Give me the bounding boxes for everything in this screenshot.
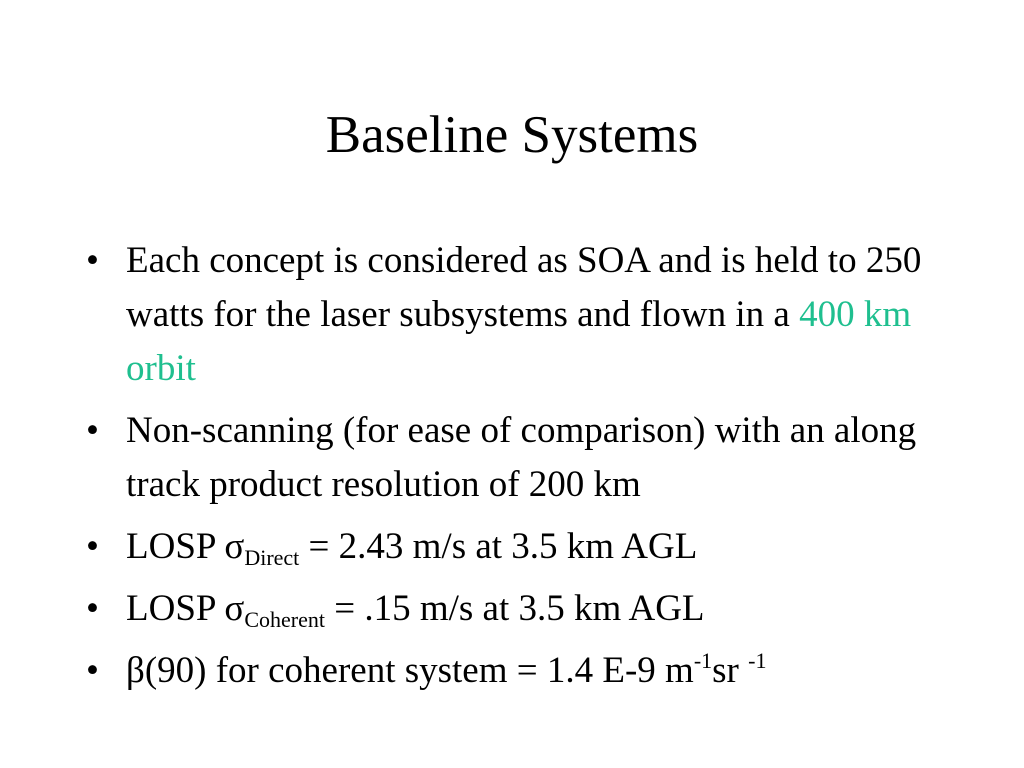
sigma-subscript-coherent: Coherent [244,607,325,632]
sigma-subscript-direct: Direct [244,545,300,570]
bullet-dot-icon: • [86,526,99,567]
sr-text: sr [712,650,749,691]
bullet-item-losp-coherent [84,582,964,636]
bullet-dot-icon: • [86,650,99,691]
bullet-item-soa [84,234,964,396]
bullet-item-beta [84,644,964,698]
bullet-text: Each concept is considered as SOA and is held to 250 watts for the laser subsystems and flown in a [126,240,922,335]
exponent-sr: -1 [748,648,767,673]
bullet-item-losp-direct [84,520,964,574]
slide-title: Baseline Systems [325,106,699,164]
losp-value: = .15 m/s at 3.5 km AGL [324,588,705,629]
bullet-dot-icon: • [86,240,99,281]
bullet-list [84,234,964,706]
losp-value: = 2.43 m/s at 3.5 km AGL [299,526,698,567]
losp-prefix: LOSP σ [126,526,245,567]
exponent-m: -1 [693,648,713,673]
losp-prefix: LOSP σ [126,588,245,629]
bullet-text: Non-scanning (for ease of comparison) with an along track product resolution of 200 km [126,410,917,505]
bullet-dot-icon: • [86,588,99,629]
bullet-dot-icon: • [86,410,99,451]
bullet-item-non-scanning [84,404,964,512]
orbit-highlight: 400 km orbit [126,294,912,389]
beta-text: β(90) for coherent system = 1.4 E-9 m [126,650,694,691]
